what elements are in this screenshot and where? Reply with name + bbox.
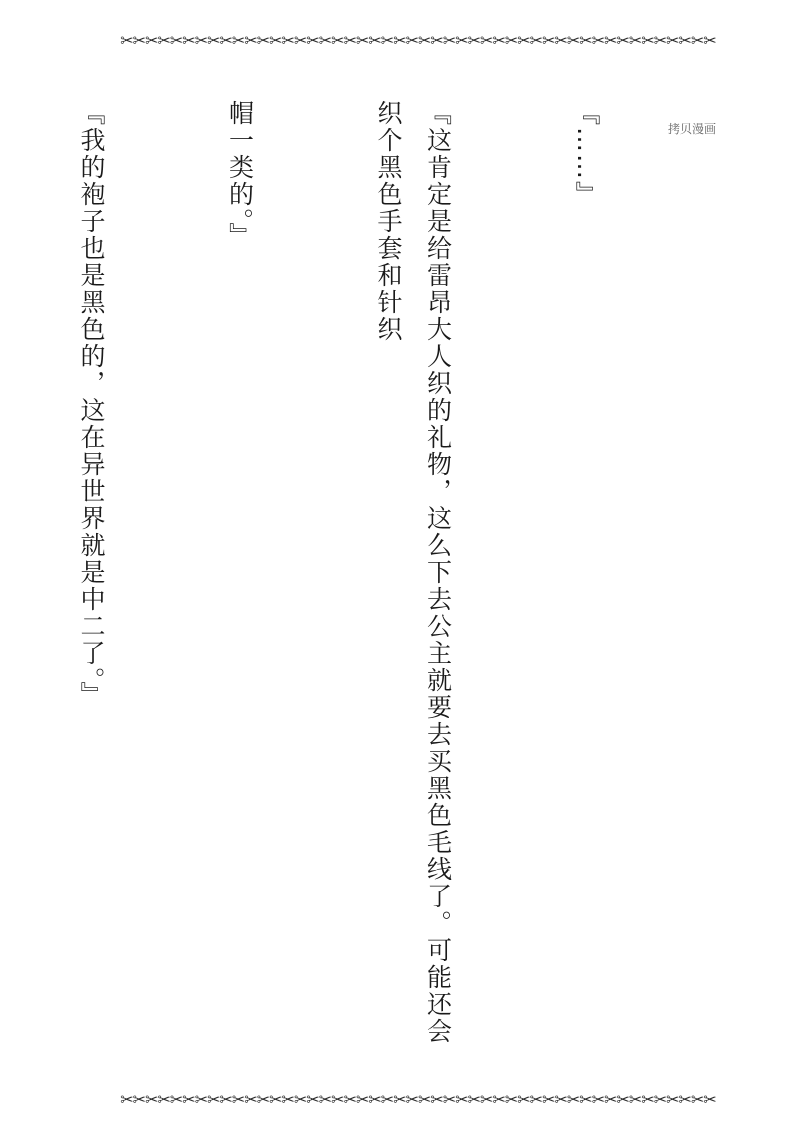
text-line: 『我的袍子也是黑色的，这在异世界就是中二了。』	[77, 100, 106, 709]
watermark-text: 拷贝漫画	[668, 122, 717, 136]
top-decorative-border: ✂✂✂✂✂✂✂✂✂✂✂✂✂✂✂✂✂✂✂✂✂✂✂✂✂✂✂✂✂✂✂✂✂✂✂✂✂✂✂✂✂✂✂✂✂✂✂✂	[120, 31, 716, 50]
text-line: 『这肯定是给雷昂大人织的礼物，这么下去公主就要去买黑色毛线了。可能还会织个黑色手套和针织	[374, 100, 453, 1045]
vertical-text-body	[60, 100, 710, 1060]
text-line: 『……』	[572, 100, 601, 208]
bottom-decorative-border: ✂✂✂✂✂✂✂✂✂✂✂✂✂✂✂✂✂✂✂✂✂✂✂✂✂✂✂✂✂✂✂✂✂✂✂✂✂✂✂✂✂✂✂✂✂✂✂✂	[120, 1090, 716, 1109]
text-line: 帽一类的。』	[225, 100, 255, 250]
